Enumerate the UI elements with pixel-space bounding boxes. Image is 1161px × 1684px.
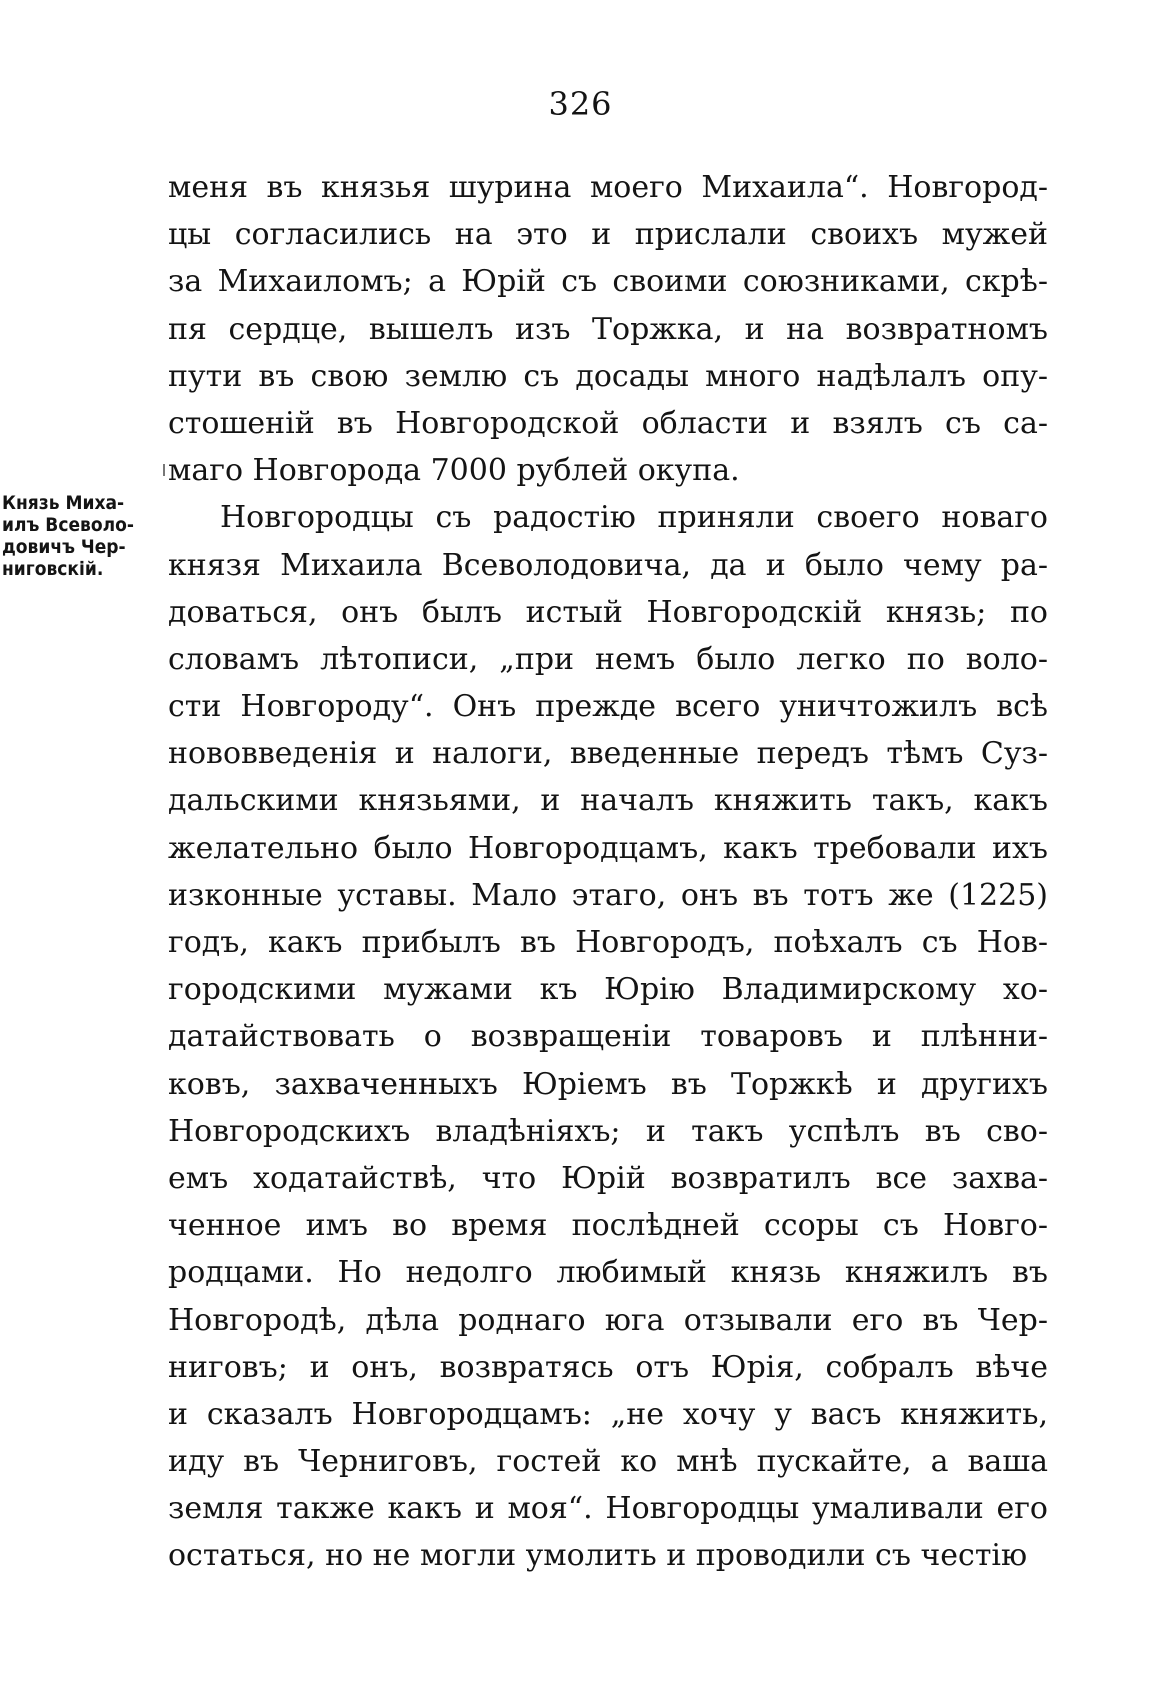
body-text: [168, 164, 1048, 1580]
text-line: Новгородѣ, дѣла роднаго юга отзывали его въ Чер-: [168, 1302, 1048, 1338]
text-line: иду въ Черниговъ, гостей ко мнѣ пускайте, а ваша: [168, 1444, 1048, 1480]
sidenote-line: Князь Миха-: [2, 492, 125, 514]
margin-sidenote: [2, 492, 162, 580]
text-line: желательно было Новгородцамъ, какъ требовали ихъ: [168, 830, 1048, 866]
text-line: ковъ, захваченныхъ Юріемъ въ Торжкѣ и другихъ: [168, 1066, 1048, 1102]
margin-tick-mark: [163, 464, 165, 476]
sidenote-line: довичъ Чер-: [2, 536, 126, 558]
text-line: пя сердце, вышелъ изъ Торжка, и на возвратномъ: [168, 311, 1048, 347]
text-line: годъ, какъ прибылъ въ Новгородъ, поѣхалъ съ Нов-: [168, 925, 1048, 960]
text-line: родцами. Но недолго любимый князь княжилъ въ: [168, 1255, 1048, 1291]
text-line: земля также какъ и моя“. Новгородцы умаливали его: [168, 1491, 1048, 1527]
text-line: и сказалъ Новгородцамъ: „не хочу у васъ княжить,: [168, 1396, 1048, 1432]
text-line: емъ ходатайствѣ, что Юрій возвратилъ все захва-: [168, 1160, 1048, 1196]
text-line: дальскими князьями, и началъ княжить такъ, какъ: [168, 783, 1048, 819]
text-line: Новгородцы съ радостію приняли своего новаго: [220, 500, 1048, 536]
text-line: пути въ свою землю съ досады много надѣлалъ опу-: [168, 358, 1048, 394]
text-line: словамъ лѣтописи, „при немъ было легко по воло-: [168, 641, 1048, 677]
text-line: сти Новгороду“. Онъ прежде всего уничтожилъ всѣ: [168, 689, 1048, 725]
text-line: нововведенія и налоги, введенные передъ тѣмъ Суз-: [168, 736, 1048, 772]
text-line: стошеній въ Новгородской области и взялъ съ са-: [168, 405, 1048, 441]
text-line: Новгородскихъ владѣніяхъ; и такъ успѣлъ въ сво-: [168, 1113, 1048, 1149]
text-line: остаться, но не могли умолить и проводили съ честію: [168, 1538, 1028, 1574]
page-number: 326: [548, 85, 613, 123]
text-line: датайствовать о возвращеніи товаровъ и плѣнни-: [168, 1019, 1048, 1055]
sidenote-line: илъ Всеволо-: [2, 514, 134, 536]
text-line: городскими мужами къ Юрію Владимирскому хо-: [168, 972, 1048, 1008]
text-line: ченное имъ во время послѣдней ссоры съ Новго-: [168, 1208, 1048, 1244]
sidenote-line: ниговскій.: [2, 558, 104, 580]
text-line: за Михаиломъ; а Юрій съ своими союзниками, скрѣ-: [168, 264, 1048, 300]
text-line: меня въ князья шурина моего Михаила“. Новгород-: [168, 170, 1048, 205]
text-line: ниговъ; и онъ, возвратясь отъ Юрія, собралъ вѣче: [168, 1349, 1048, 1385]
text-line: доваться, онъ былъ истый Новгородскій князь; по: [168, 594, 1048, 630]
text-line: цы согласились на это и прислали своихъ мужей: [168, 217, 1048, 253]
text-line: маго Новгорода 7000 рублей окупа.: [168, 453, 740, 489]
text-line: князя Михаила Всеволодовича, да и было чему ра-: [168, 547, 1048, 583]
text-line: изконные уставы. Мало этаго, онъ въ тотъ же (1225): [168, 877, 1048, 913]
